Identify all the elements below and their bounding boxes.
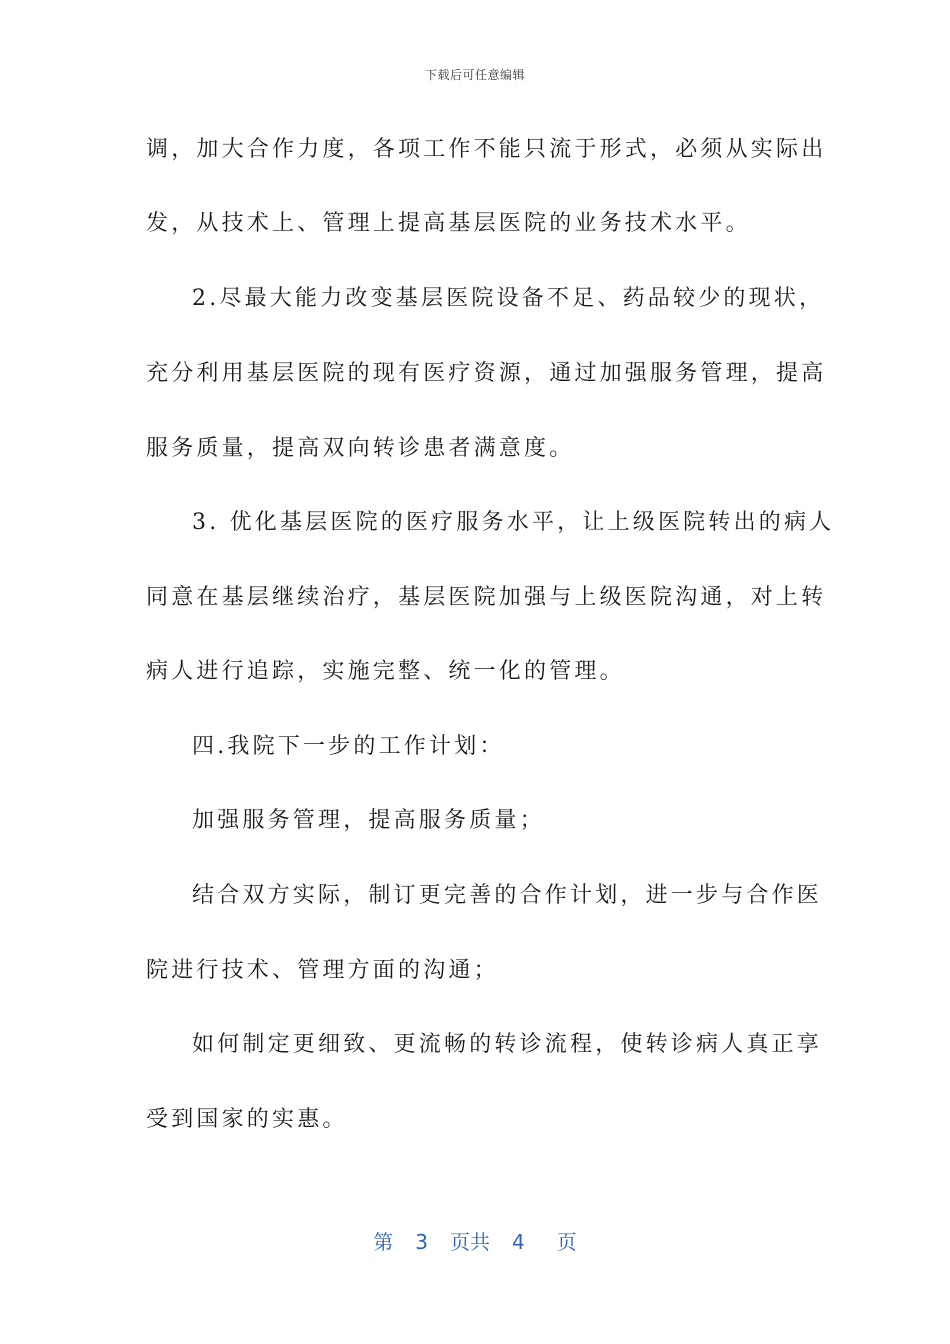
paragraph-line: 结合双方实际，制订更完善的合作计划，进一步与合作医 (192, 883, 823, 908)
section-heading: 四.我院下一步的工作计划： (192, 734, 505, 759)
paragraph-line: 病人进行追踪，实施完整、统一化的管理。 (146, 659, 625, 684)
paragraph-line: 充分利用基层医院的现有医疗资源，通过加强服务管理，提高 (146, 361, 827, 386)
paragraph-line: 加强服务管理，提高服务质量； (192, 808, 545, 833)
footer-suffix: 页 (556, 1230, 577, 1254)
page-header: 下载后可任意编辑 (424, 68, 525, 82)
paragraph-line: 服务质量，提高双向转诊患者满意度。 (146, 436, 575, 461)
paragraph-line: 院进行技术、管理方面的沟通； (146, 958, 499, 983)
paragraph-line: 受到国家的实惠。 (146, 1107, 348, 1132)
page-footer (0, 1226, 950, 1255)
footer-prefix: 第 (373, 1230, 394, 1254)
paragraph-line: 调，加大合作力度，各项工作不能只流于形式，必须从实际出 (146, 137, 827, 162)
paragraph-line: 2.尽最大能力改变基层医院设备不足、药品较少的现状， (192, 286, 825, 311)
footer-middle: 页共 (450, 1230, 490, 1254)
total-page-count: 4 (512, 1230, 525, 1254)
current-page-number: 3 (415, 1230, 428, 1254)
paragraph-line: 3. 优化基层医院的医疗服务水平，让上级医院转出的病人 (192, 510, 835, 535)
paragraph-line: 如何制定更细致、更流畅的转诊流程，使转诊病人真正享 (192, 1032, 823, 1057)
paragraph-line: 发，从技术上、管理上提高基层医院的业务技术水平。 (146, 211, 751, 236)
paragraph-line: 同意在基层继续治疗，基层医院加强与上级医院沟通，对上转 (146, 585, 827, 610)
